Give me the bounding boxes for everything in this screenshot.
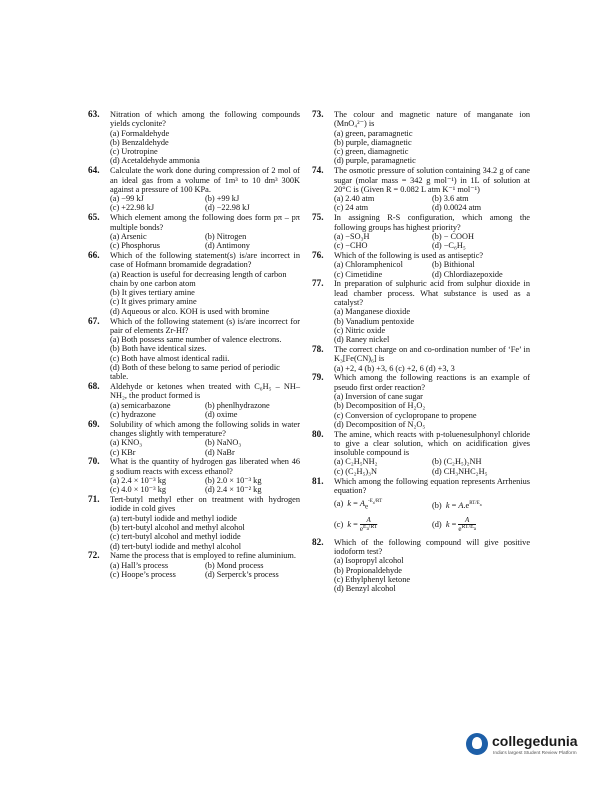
option: (a) semicarbazone xyxy=(110,400,171,410)
question-number: 80. xyxy=(312,428,324,439)
options xyxy=(110,401,300,420)
option: (c) 24 atm xyxy=(334,203,369,213)
question-72 xyxy=(88,551,300,579)
option: (d) −C₆H₅ xyxy=(432,241,466,251)
option: (d) 2.4 × 10⁻² kg xyxy=(205,485,262,495)
option: (b) − COOH xyxy=(432,231,475,241)
options xyxy=(334,194,530,213)
option: (c) KBr xyxy=(110,447,136,457)
question-text: The colour and magnetic nature of manganate ion (MnO₄²⁻) is xyxy=(334,110,530,129)
question-69 xyxy=(88,420,300,457)
option: (b) Decomposition of H₂O₂ xyxy=(334,401,426,411)
question-80 xyxy=(312,430,530,476)
option-label: (b) xyxy=(432,500,442,510)
option: (b) Benzaldehyde xyxy=(110,137,169,147)
question-73 xyxy=(312,110,530,166)
question-text: Which of the following statement(s) is/are incorrect in case of Hofmann bromamide degradation? xyxy=(110,250,300,270)
option: (d) 0.0024 atm xyxy=(432,203,482,213)
question-text: Which of the following is used as antiseptic? xyxy=(334,250,484,260)
question-text: The correct charge on and co-ordination number of ‘Fe’ in K₃[Fe(CN)₆] is xyxy=(334,344,530,364)
option: (b) NaNO₃ xyxy=(205,438,242,448)
question-number: 64. xyxy=(88,165,100,176)
option: (a) Chloramphenicol xyxy=(334,260,403,270)
option: (b) 3.6 atm xyxy=(432,194,469,204)
question-number: 73. xyxy=(312,109,324,119)
question-text: Nitration of which among the following compounds yields cyclonite? xyxy=(110,110,300,129)
options xyxy=(110,194,300,213)
option: (c) It gives primary amine xyxy=(110,297,197,307)
option-label: (d) xyxy=(432,520,442,530)
question-text: In preparation of sulphuric acid from sulphur dioxide in lead chamber process. What substance is used as a catalyst? xyxy=(334,279,530,307)
question-68 xyxy=(88,382,300,419)
question-number: 76. xyxy=(312,249,324,260)
question-text: The osmotic pressure of solution containing 34.2 g of cane sugar (molar mass = 342 g mol⁻¹) in 1L of solution at 20°C is (Given R = 0.082 L atm K⁻¹ mol⁻¹) xyxy=(334,166,530,194)
question-70 xyxy=(88,457,300,494)
question-number: 77. xyxy=(312,278,324,289)
question-number: 65. xyxy=(88,212,100,223)
option: (d) Serperck’s process xyxy=(205,570,279,580)
question-text: Aldehyde or ketones when treated with C₆H₅ – NH–NH₂, the product formed is xyxy=(110,382,300,401)
option: (c) Conversion of cyclopropane to propene xyxy=(334,410,477,420)
option: (c) −CHO xyxy=(334,241,368,251)
option-label: (c) xyxy=(334,520,344,530)
question-text: Calculate the work done during compression of 2 mol of an ideal gas from a volume of 1m³ to 10 dm³ 300K against a pressure of 100 KPa. xyxy=(110,166,300,194)
options xyxy=(110,129,300,166)
options xyxy=(110,270,300,316)
question-text: The amine, which reacts with p-toluenesulphonyl chloride to give a clear solution, which on acidification gives insoluble compound is xyxy=(334,429,530,458)
option: (a) −99 kJ xyxy=(110,194,144,204)
options xyxy=(334,307,530,344)
option: (d) −22.98 kJ xyxy=(205,203,250,213)
option: (a) 2.40 atm xyxy=(334,194,375,204)
question-81 xyxy=(312,477,530,538)
option: (b) Bithional xyxy=(432,260,475,270)
option: (d) Benzyl alcohol xyxy=(334,584,396,594)
option: (a) Hall’s process xyxy=(110,560,169,570)
option: (c) Cimetidine xyxy=(334,269,383,279)
question-74 xyxy=(312,166,530,212)
logo-name: collegedunia xyxy=(492,733,578,749)
option: (d) NaBr xyxy=(205,447,235,457)
option: (c) Nitric oxide xyxy=(334,325,386,335)
option: (d) purple, paramagnetic xyxy=(334,156,416,166)
question-number: 71. xyxy=(88,494,100,505)
option: (b) Mond process xyxy=(205,560,264,570)
option: (d) Both of these belong to same period of periodic table. xyxy=(110,363,280,382)
option-label: (a) xyxy=(334,498,344,508)
options xyxy=(334,457,530,476)
option: (a) green, paramagnetic xyxy=(334,128,413,138)
option: (a) −SO₃H xyxy=(334,231,370,241)
question-text: Which among the following equation represents Arrhenius equation? xyxy=(334,476,530,495)
option: (a) Manganese dioxide xyxy=(334,307,411,317)
question-text: Which of the following compound will give positive iodoform test? xyxy=(334,537,530,556)
question-75 xyxy=(312,213,530,250)
question-66 xyxy=(88,251,300,316)
question-number: 75. xyxy=(312,212,324,223)
option: (a) Both possess same number of valence electrons. xyxy=(110,335,282,345)
question-67 xyxy=(88,317,300,382)
option: (d) CH₃NHC₂H₅ xyxy=(432,466,488,476)
question-text: Name the process that is employed to refine aluminium. xyxy=(110,551,296,561)
options xyxy=(334,232,530,251)
option: (d) Decomposition of N₂O₅ xyxy=(334,419,426,429)
option: (c) Both have almost identical radii. xyxy=(110,353,230,363)
options xyxy=(334,556,530,593)
options xyxy=(334,260,530,279)
options xyxy=(110,335,300,381)
question-71 xyxy=(88,495,300,551)
option: (b) Nitrogen xyxy=(205,231,247,241)
option: (d) Acetaldehyde ammonia xyxy=(110,156,200,166)
question-65 xyxy=(88,213,300,250)
question-number: 68. xyxy=(88,381,100,392)
option: (a) tert-butyl iodide and methyl iodide xyxy=(110,513,237,523)
option: (a) Inversion of cane sugar xyxy=(334,391,423,401)
question-number: 66. xyxy=(88,249,100,260)
question-number: 67. xyxy=(88,315,100,326)
option: (b) purple, diamagnetic xyxy=(334,137,412,147)
option: (a) Isopropyl alcohol xyxy=(334,556,404,566)
option: (b) (C₂H₅)₂NH xyxy=(432,457,482,467)
question-63 xyxy=(88,110,300,166)
question-number: 72. xyxy=(88,550,100,561)
option: (b) 2.0 × 10⁻³ kg xyxy=(205,476,262,486)
option: (a) +2, 4 (b) +3, 6 (c) +2, 6 (d) +3, 3 xyxy=(334,363,455,373)
option: (b) phenlhydrazone xyxy=(205,400,270,410)
option: (a) KNO₃ xyxy=(110,438,143,448)
question-number: 69. xyxy=(88,418,100,429)
options xyxy=(334,129,530,166)
question-text: Solubility of which among the following solids in water changes slightly with temperature? xyxy=(110,419,300,439)
options xyxy=(110,561,300,580)
option: (b) +99 kJ xyxy=(205,194,240,204)
option: (d) Raney nickel xyxy=(334,335,390,345)
option: (c) +22.98 kJ xyxy=(110,203,155,213)
option: (a) Formaldehyde xyxy=(110,128,170,138)
question-text: Which element among the following does form pπ – pπ multiple bonds? xyxy=(110,213,300,232)
question-number: 74. xyxy=(312,165,324,176)
option: (c) tert-butyl alcohol and methyl iodide xyxy=(110,532,241,542)
options xyxy=(110,476,300,495)
option: (d) Aqueous or alco. KOH is used with bromine xyxy=(110,306,270,316)
question-text: In assigning R-S configuration, which among the following groups has highest priority? xyxy=(334,213,530,232)
option: (d) tert-butyl iodide and methyl alcohol xyxy=(110,541,242,551)
question-text: Which among the following reactions is an example of pseudo first order reaction? xyxy=(334,373,530,392)
question-text: Tert-butyl methyl ether on treatment with hydrogen iodide in cold gives xyxy=(110,495,300,514)
logo-tagline: India's largest Student Review Platform xyxy=(493,751,577,756)
options xyxy=(334,392,530,429)
owl-logo-icon xyxy=(466,733,488,755)
right-column xyxy=(312,110,530,594)
option: (b) Vanadium pentoxide xyxy=(334,316,415,326)
question-64 xyxy=(88,166,300,212)
option: (c) green, diamagnetic xyxy=(334,147,409,157)
option: (d) oxime xyxy=(205,410,238,419)
question-82 xyxy=(312,538,530,594)
question-number: 63. xyxy=(88,109,100,119)
question-number: 79. xyxy=(312,372,324,383)
option: (b) It gives tertiary amine xyxy=(110,288,195,298)
collegedunia-logo[interactable] xyxy=(466,733,606,773)
option: (c) Phosphorus xyxy=(110,241,161,251)
options xyxy=(110,232,300,251)
arrhenius-options: (a) $k = A_e^{-E_a/RT}$ (b) $k = A.e^{RT/E_a}$ (c) k = A $e^{E_a/RT}$ (d) k = A $e^{RT/E_a}$ xyxy=(334,498,482,534)
option: (a) 2.4 × 10⁻³ kg xyxy=(110,476,167,486)
question-76 xyxy=(312,251,530,279)
option: (a) Reaction is useful for decreasing length of carbon chain by one carbon atom xyxy=(110,269,287,288)
option: (c) Urotropine xyxy=(110,147,158,157)
option: (c) Ethylphenyl ketone xyxy=(334,574,411,584)
option: (b) Propionaldehyde xyxy=(334,565,402,575)
options xyxy=(334,364,530,373)
left-column xyxy=(88,110,300,580)
option: (c) Hoope’s process xyxy=(110,570,176,580)
question-77 xyxy=(312,279,530,344)
option: (a) C₂H₅NH₂ xyxy=(334,457,378,467)
question-number: 70. xyxy=(88,456,100,467)
question-79 xyxy=(312,373,530,429)
question-text: Which of the following statement (s) is/are incorrect for pair of elements Zr-Hf? xyxy=(110,316,300,335)
question-text: What is the quantity of hydrogen gas liberated when 46 g sodium reacts with excess ethanol? xyxy=(110,457,300,476)
question-number: 81. xyxy=(312,475,324,486)
option: (b) Both have identical sizes. xyxy=(110,344,207,354)
option: (c) hydrazone xyxy=(110,410,156,419)
option: (a) Arsenic xyxy=(110,231,147,241)
question-number: 78. xyxy=(312,343,324,354)
option: (c) 4.0 × 10⁻³ kg xyxy=(110,485,167,495)
option: (c) (C₂H₅)₃N xyxy=(334,466,378,476)
option: (b) tert-butyl alcohol and methyl alcohol xyxy=(110,523,245,533)
question-number: 82. xyxy=(312,536,324,547)
options xyxy=(110,514,300,551)
options xyxy=(110,438,300,457)
question-78 xyxy=(312,345,530,373)
option: (d) Chlordiazepoxide xyxy=(432,269,503,279)
option: (d) Antimony xyxy=(205,241,250,251)
